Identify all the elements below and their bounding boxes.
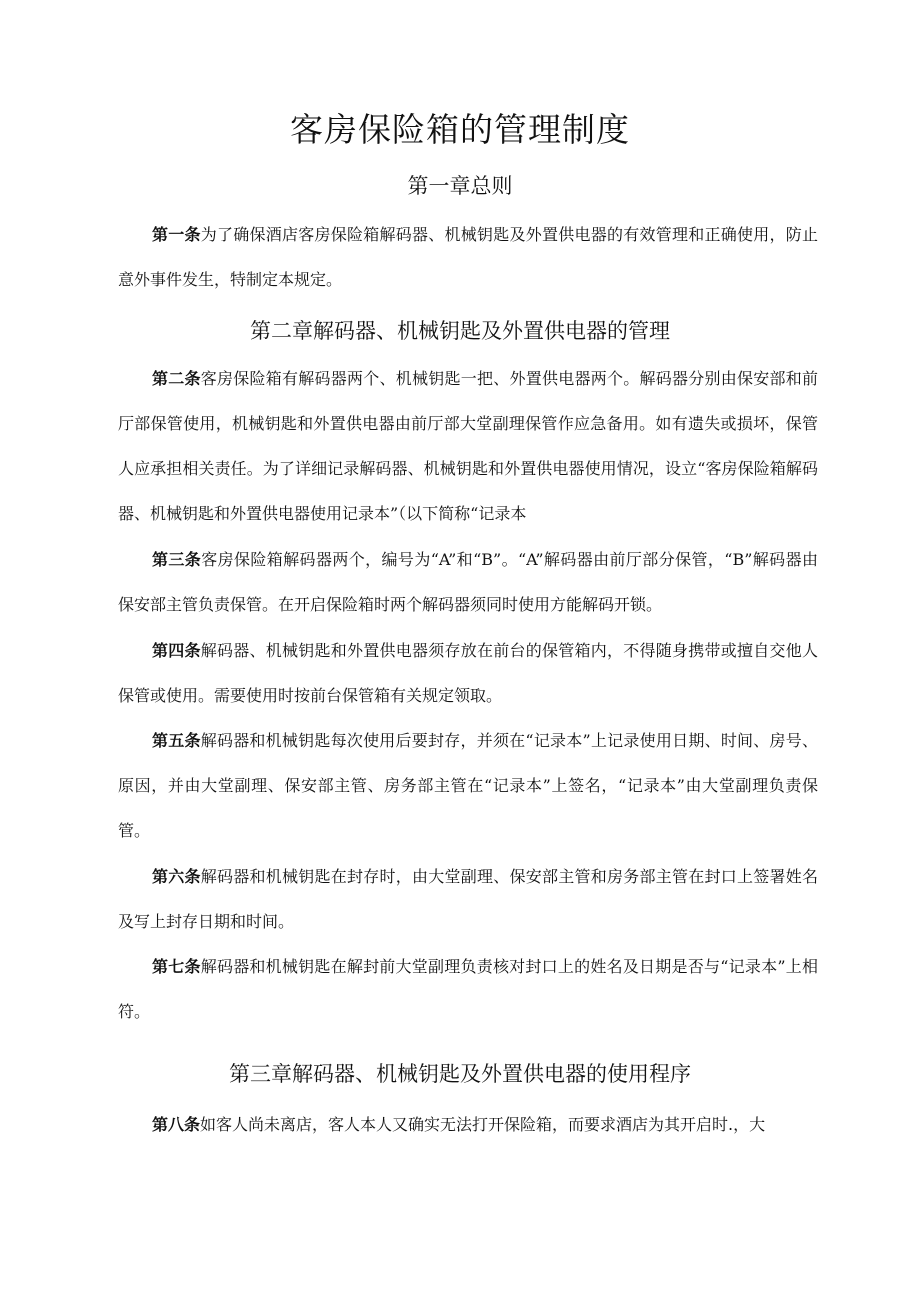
article-label: 第一条 (152, 225, 201, 244)
article-3 (118, 537, 818, 627)
article-6 (118, 854, 818, 944)
article-text: 解码器和机械钥匙在解封前大堂副理负责核对封口上的姓名及日期是否与“记录本”上相符。 (118, 957, 818, 1021)
article-label: 第六条 (152, 867, 201, 886)
article-2 (118, 356, 818, 536)
article-text: 客房保险箱解码器两个，编号为“A”和“B”。“A”解码器由前厅部分保管，“B”解码器由保安部主管负责保管。在开启保险箱时两个解码器须同时使用方能解码开锁。 (118, 550, 818, 614)
article-label: 第四条 (152, 641, 201, 660)
article-text: 如客人尚未离店，客人本人又确实无法打开保险箱，而要求酒店为其开启时.，大 (200, 1115, 766, 1134)
article-label: 第五条 (152, 731, 201, 750)
article-text: 客房保险箱有解码器两个、机械钥匙一把、外置供电器两个。解码器分别由保安部和前厅部保管使用，机械钥匙和外置供电器由前厅部大堂副理保管作应急备用。如有遗失或损坏，保管人应承担相关责任。为了详细记录解码器、机械钥匙和外置供电器使用情况，设立“客房保险箱解码器、机械钥匙和外置供电器使用记录本”（以下简称“记录本 (118, 369, 818, 523)
article-4 (118, 628, 818, 718)
article-text: 解码器和机械钥匙每次使用后要封存，并须在“记录本”上记录使用日期、时间、房号、原因，并由大堂副理、保安部主管、房务部主管在“记录本”上签名，“记录本”由大堂副理负责保管。 (118, 731, 818, 840)
article-label: 第三条 (152, 550, 202, 569)
chapter-heading-2: 第二章解码器、机械钥匙及外置供电器的管理 (250, 319, 670, 343)
article-text: 解码器和机械钥匙在封存时，由大堂副理、保安部主管和房务部主管在封口上签署姓名及写上封存日期和时间。 (118, 867, 818, 931)
article-5 (118, 718, 818, 853)
article-7 (118, 944, 818, 1034)
chapter-heading-3: 第三章解码器、机械钥匙及外置供电器的使用程序 (229, 1062, 691, 1086)
article-1 (118, 212, 818, 302)
article-text: 解码器、机械钥匙和外置供电器须存放在前台的保管箱内，不得随身携带或擅自交他人保管或使用。需要使用时按前台保管箱有关规定领取。 (118, 641, 818, 705)
chapter-heading-1: 第一章总则 (407, 174, 513, 198)
article-label: 第二条 (152, 369, 201, 388)
article-8 (118, 1102, 818, 1147)
document-title: 客房保险箱的管理制度 (290, 110, 630, 149)
article-label: 第八条 (152, 1115, 201, 1134)
article-text: 为了确保酒店客房保险箱解码器、机械钥匙及外置供电器的有效管理和正确使用，防止意外事件发生，特制定本规定。 (118, 225, 818, 289)
article-label: 第七条 (152, 957, 201, 976)
